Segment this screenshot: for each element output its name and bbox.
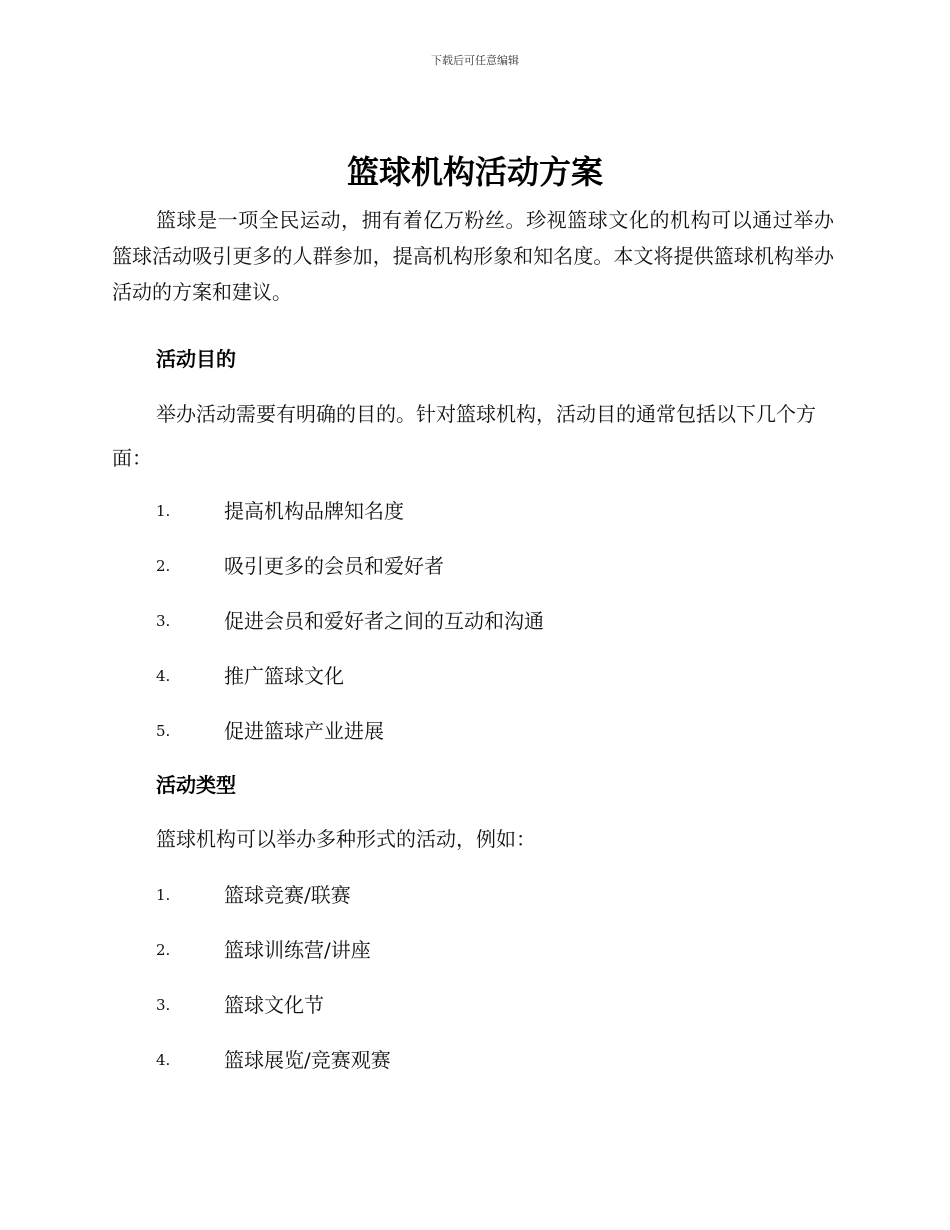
section-paragraph-purpose: 举办活动需要有明确的目的。针对篮球机构，活动目的通常包括以下几个方面：	[112, 402, 816, 470]
list-item-text: 吸引更多的会员和爱好者	[224, 554, 444, 578]
section-heading-purpose: 活动目的	[156, 347, 236, 371]
page-header-note: 下载后可任意编辑	[431, 54, 519, 67]
list-item-number: 4.	[156, 667, 171, 685]
list-item-number: 3.	[156, 996, 171, 1014]
list-item-number: 4.	[156, 1051, 171, 1069]
list-item-text: 篮球文化节	[224, 993, 324, 1017]
list-item-text: 促进篮球产业进展	[224, 719, 384, 743]
document-title: 篮球机构活动方案	[346, 153, 603, 191]
section-heading-types: 活动类型	[156, 773, 236, 797]
list-item-text: 篮球训练营/讲座	[224, 938, 371, 962]
list-item-number: 2.	[156, 941, 171, 959]
list-item-number: 3.	[156, 612, 171, 630]
list-item-text: 篮球展览/竞赛观赛	[224, 1048, 391, 1072]
list-item-number: 5.	[156, 722, 171, 740]
list-item-number: 2.	[156, 557, 171, 575]
list-item-text: 推广篮球文化	[224, 664, 344, 688]
list-item-text: 促进会员和爱好者之间的互动和沟通	[224, 609, 544, 633]
section-paragraph-types: 篮球机构可以举办多种形式的活动，例如：	[156, 827, 536, 851]
list-item-number: 1.	[156, 886, 171, 904]
list-item-number: 1.	[156, 502, 171, 520]
intro-paragraph: 篮球是一项全民运动，拥有着亿万粉丝。珍视篮球文化的机构可以通过举办篮球活动吸引更多的人群参加，提高机构形象和知名度。本文将提供篮球机构举办活动的方案和建议。	[112, 208, 834, 304]
list-item-text: 提高机构品牌知名度	[224, 499, 404, 523]
list-item-text: 篮球竞赛/联赛	[224, 883, 351, 907]
